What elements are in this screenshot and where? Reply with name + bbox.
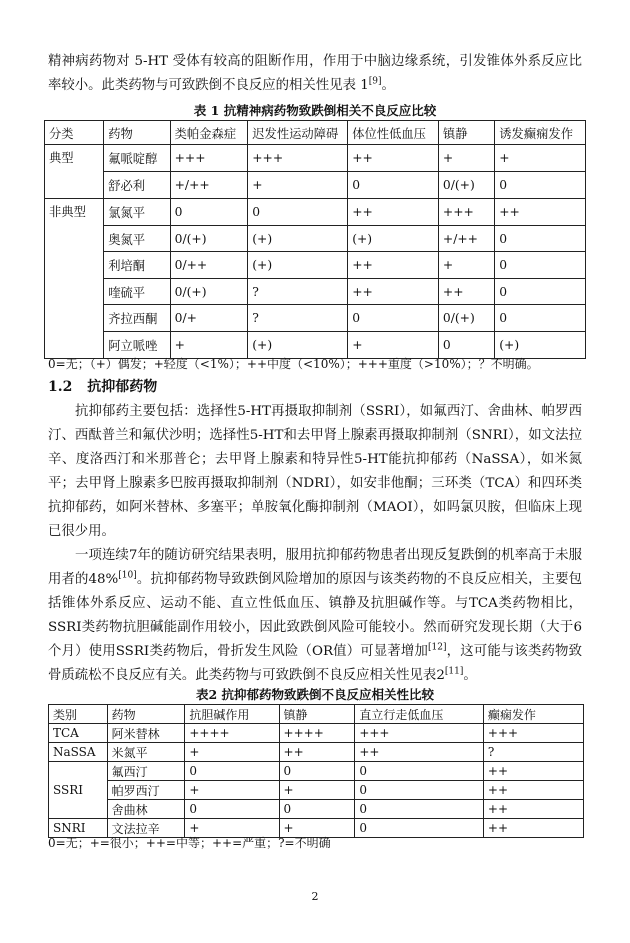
- table-cell: 氟哌啶醇: [104, 145, 170, 172]
- table-cell: +: [185, 781, 279, 800]
- table2-header-cell: 镇静: [279, 705, 355, 724]
- table2-header-cell: 抗胆碱作用: [185, 705, 279, 724]
- group-cell: [45, 252, 104, 278]
- table-cell: +: [185, 743, 279, 762]
- table-cell: 0/(+): [170, 278, 248, 304]
- table1-note: 0=无；（+）偶发；+轻度（<1%）；++中度（<10%）；+++重度（>10%）；？不明确。: [48, 357, 539, 371]
- table-cell: +: [279, 819, 355, 838]
- page-number: 2: [311, 890, 319, 903]
- table1-header-cell: 分类: [45, 121, 104, 145]
- table-cell: +: [170, 331, 248, 358]
- table-cell: 0: [355, 819, 484, 838]
- table1-header-cell: 迟发性运动障碍: [248, 121, 348, 145]
- table1-header-cell: 体位性低血压: [348, 121, 439, 145]
- table-cell: 利培酮: [104, 252, 170, 278]
- table-row: [49, 781, 584, 800]
- table-cell: 舍曲林: [107, 800, 185, 819]
- table-cell: 0: [495, 172, 586, 199]
- table-cell: 帕罗西汀: [107, 781, 185, 800]
- table-cell: (+): [248, 226, 348, 252]
- table-cell: 0: [438, 331, 494, 358]
- table-cell: 0: [355, 762, 484, 781]
- table-cell: 氟西汀: [107, 762, 185, 781]
- table-row: [45, 278, 586, 304]
- group-cell: NaSSA: [49, 743, 108, 762]
- table-cell: +: [495, 145, 586, 172]
- table-cell: ++: [348, 145, 439, 172]
- section-number: 1.2: [48, 379, 73, 395]
- table-row: [45, 145, 586, 172]
- table-cell: ++: [495, 199, 586, 226]
- table2-header-cell: 直立行走低血压: [355, 705, 484, 724]
- group-cell: [45, 226, 104, 252]
- intro-paragraph: [48, 50, 582, 98]
- para2-part-b: 。抗抑郁药物导致跌倒风险增加的原因与该类药物的不良反应相关，主要包括锥体外系反应、运动不能、直立性低血压、镇静及抗胆碱作等。与TCA类药物相比，SSRI类药物抗胆碱能副作用较小，因此致跌倒风险可能较小。然而研究发现长期（大于6个月）使用SSRI类药物后，骨折发生风险（OR值）可显著增加: [48, 572, 583, 659]
- citation-10: [10]: [118, 570, 137, 581]
- table-cell: ?: [483, 743, 583, 762]
- para2-part-d: 。: [463, 668, 477, 683]
- table-cell: 0: [495, 226, 586, 252]
- table-cell: 阿立哌唑: [104, 331, 170, 358]
- group-cell: [45, 305, 104, 331]
- table-row: [45, 305, 586, 331]
- group-cell: TCA: [49, 724, 108, 743]
- table-row: [49, 800, 584, 819]
- table-cell: 米氮平: [107, 743, 185, 762]
- table-cell: 文法拉辛: [107, 819, 185, 838]
- table2-header-cell: 类别: [49, 705, 108, 724]
- table-cell: +: [438, 145, 494, 172]
- table-cell: 0/++: [170, 252, 248, 278]
- group-cell: 非典型: [45, 199, 104, 226]
- table-cell: +: [348, 331, 439, 358]
- table-row: [49, 743, 584, 762]
- table-cell: 0: [355, 781, 484, 800]
- table1-caption: 表 1 抗精神病药物致跌倒相关不良反应比较: [193, 103, 437, 118]
- table-row: [45, 331, 586, 358]
- table-row: [45, 172, 586, 199]
- table-cell: ++: [483, 819, 583, 838]
- table-cell: ++: [355, 743, 484, 762]
- table-cell: +++: [170, 145, 248, 172]
- group-cell: SSRI: [49, 762, 108, 819]
- table-cell: 舒必利: [104, 172, 170, 199]
- table-cell: (+): [348, 226, 439, 252]
- table-cell: 0/(+): [438, 305, 494, 331]
- table-cell: ?: [248, 305, 348, 331]
- table-cell: 氯氮平: [104, 199, 170, 226]
- table-cell: 齐拉西酮: [104, 305, 170, 331]
- group-cell: 典型: [45, 145, 104, 172]
- table-cell: +: [248, 172, 348, 199]
- group-cell: [45, 172, 104, 199]
- table-cell: ++: [348, 199, 439, 226]
- table-cell: (+): [495, 331, 586, 358]
- table-cell: +: [279, 781, 355, 800]
- table-cell: +++: [248, 145, 348, 172]
- table-cell: 0/(+): [438, 172, 494, 199]
- table-row: [45, 252, 586, 278]
- table-row: [45, 199, 586, 226]
- intro-end: 。: [381, 78, 395, 93]
- table2-note: 0=无；+=很小；++=中等；++=严重；?=不明确: [48, 836, 331, 850]
- table-cell: 0: [185, 800, 279, 819]
- table-cell: 0: [170, 199, 248, 226]
- table-cell: ++: [483, 762, 583, 781]
- group-cell: SNRI: [49, 819, 108, 838]
- table-cell: +/++: [170, 172, 248, 199]
- table-cell: 0/+: [170, 305, 248, 331]
- citation-12: [12]: [428, 642, 447, 653]
- paragraph-antidepressant-types: 抗抑郁药主要包括：选择性5-HT再摄取抑制剂（SSRI），如氟西汀、舍曲林、帕罗西汀、西酞普兰和氟伏沙明；选择性5-HT和去甲肾上腺素再摄取抑制剂（SNRI），如文法拉辛、度洛西汀和米那普仑；去甲肾上腺素和特异性5-HT能抗抑郁药（NaSSA），如米氮平；去甲肾上腺素多巴胺再摄取抑制剂（NDRI），如安非他酮；三环类（TCA）和四环类抗抑郁药，如阿米替林、多塞平；单胺氧化酶抑制剂（MAOI），如吗氯贝胺，但临床上现已很少用。: [48, 404, 582, 539]
- table-cell: ++: [483, 800, 583, 819]
- table1-header-cell: 药物: [104, 121, 170, 145]
- table2-header-cell: 癫痫发作: [483, 705, 583, 724]
- table-cell: 0: [279, 762, 355, 781]
- table-cell: +: [438, 252, 494, 278]
- citation-11: [11]: [444, 666, 464, 677]
- table-cell: 0: [348, 172, 439, 199]
- intro-text: 精神病药物对 5-HT 受体有较高的阻断作用，作用于中脑边缘系统，引发锥体外系反应比率较小。此类药物与可致跌倒不良反应的相关性见表 1: [48, 54, 582, 93]
- table-row: [49, 762, 584, 781]
- table-cell: ++: [348, 278, 439, 304]
- section-title: 抗抑郁药物: [87, 379, 158, 395]
- table-cell: +/++: [438, 226, 494, 252]
- table-cell: 0: [355, 800, 484, 819]
- section-heading: [48, 376, 157, 396]
- table-cell: 喹硫平: [104, 278, 170, 304]
- table-cell: 阿米替林: [107, 724, 185, 743]
- table-cell: 0: [348, 305, 439, 331]
- table-cell: +++: [438, 199, 494, 226]
- para2-part-a: 一项连续7年的随访研究结果表明，服用抗抑郁药物患者出现反复跌倒的机率高于未服用者的48%: [48, 548, 582, 587]
- table-row: [45, 226, 586, 252]
- table-cell: ++: [279, 743, 355, 762]
- table-cell: ++: [348, 252, 439, 278]
- table-cell: ++: [438, 278, 494, 304]
- table-cell: 0: [185, 762, 279, 781]
- table1: [44, 120, 586, 359]
- table-cell: +++: [483, 724, 583, 743]
- table1-header-row: [45, 121, 586, 145]
- para2-part-c: ，这可能与该类药物致骨质疏松不良反应有关。此类药物与可致跌倒不良反应相关性见表2: [48, 644, 583, 683]
- table1-header-cell: 诱发癫痫发作: [495, 121, 586, 145]
- table1-header-cell: 镇静: [438, 121, 494, 145]
- table-cell: ?: [248, 278, 348, 304]
- table-cell: +: [185, 819, 279, 838]
- table-cell: 0: [495, 305, 586, 331]
- group-cell: [45, 278, 104, 304]
- table2: [48, 704, 584, 838]
- table2-caption: 表2 抗抑郁药物致跌倒不良反应相关性比较: [195, 687, 435, 702]
- table-cell: +++: [355, 724, 484, 743]
- table-cell: 0: [248, 199, 348, 226]
- table-cell: 奥氮平: [104, 226, 170, 252]
- table-cell: 0: [495, 252, 586, 278]
- citation-9: [9]: [368, 76, 382, 87]
- table-cell: 0: [495, 278, 586, 304]
- table-row: [49, 724, 584, 743]
- group-cell: [45, 331, 104, 358]
- table2-header-cell: 药物: [107, 705, 185, 724]
- table-cell: (+): [248, 252, 348, 278]
- table-cell: (+): [248, 331, 348, 358]
- table1-header-cell: 类帕金森症: [170, 121, 248, 145]
- paragraph-fall-risk: [48, 544, 582, 688]
- table2-header-row: [49, 705, 584, 724]
- table-cell: ++: [483, 781, 583, 800]
- table-cell: 0/(+): [170, 226, 248, 252]
- table-cell: ++++: [279, 724, 355, 743]
- table-cell: 0: [279, 800, 355, 819]
- table-cell: ++++: [185, 724, 279, 743]
